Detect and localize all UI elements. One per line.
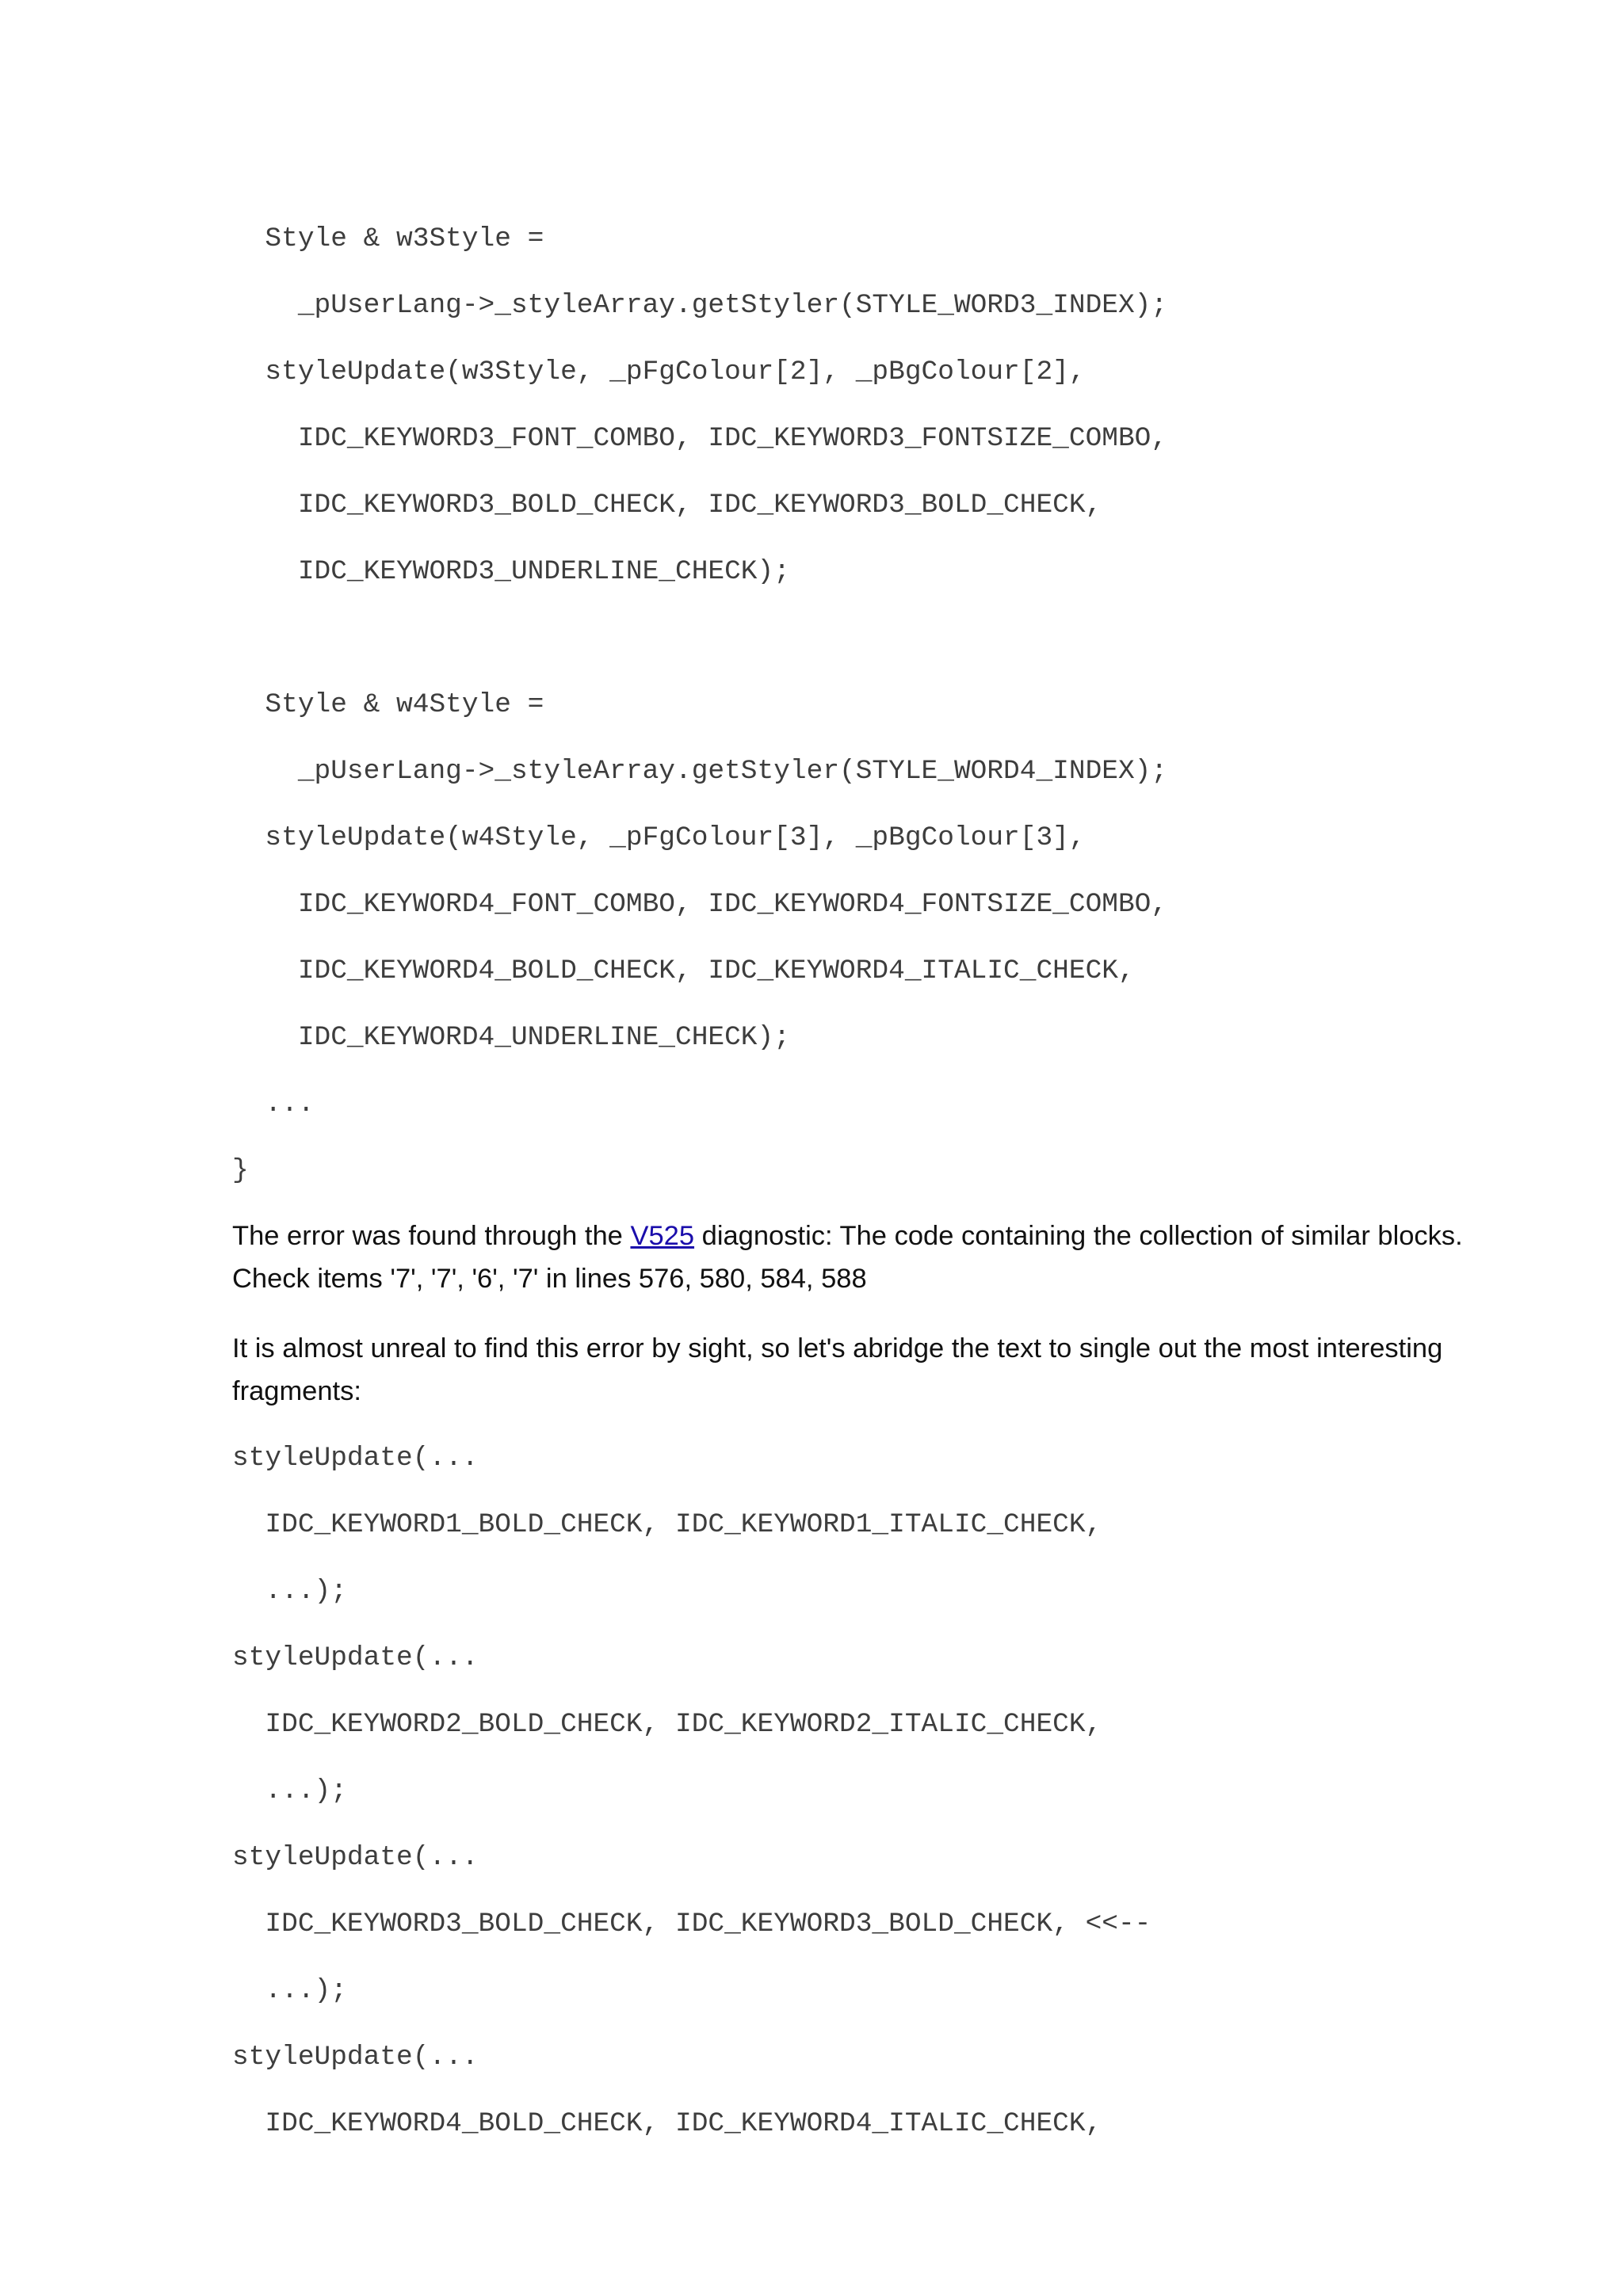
code-line: styleUpdate(... [232,1443,479,1474]
code-line: IDC_KEYWORD3_UNDERLINE_CHECK); [232,556,790,587]
paragraph-text: diagnostic: The code containing the collection of similar blocks. Check items '7', '7', '6', '7' in lines 576, 580, 584, 588 [232,1221,1463,1294]
code-line: styleUpdate(... [232,1642,479,1673]
code-line: styleUpdate(w4Style, _pFgColour[3], _pBgColour[3], [232,822,1086,853]
paragraph-text: The error was found through the [232,1221,631,1251]
code-line: styleUpdate(... [232,1842,479,1873]
code-line: IDC_KEYWORD2_BOLD_CHECK, IDC_KEYWORD2_ITALIC_CHECK, [232,1709,1102,1740]
code-line: ...); [232,1576,347,1607]
code-line: IDC_KEYWORD3_BOLD_CHECK, IDC_KEYWORD3_BOLD_CHECK, <<-- [232,1909,1151,1939]
code-line: _pUserLang->_styleArray.getStyler(STYLE_WORD3_INDEX); [232,290,1168,321]
explanation-paragraph: It is almost unreal to find this error by sight, so let's abridge the text to single out the most interesting fragments: [232,1333,1443,1406]
code-line: IDC_KEYWORD3_FONT_COMBO, IDC_KEYWORD3_FONTSIZE_COMBO, [232,423,1168,454]
code-line: IDC_KEYWORD4_UNDERLINE_CHECK); [232,1022,790,1053]
code-line: styleUpdate(... [232,2042,479,2073]
code-line: styleUpdate(w3Style, _pFgColour[2], _pBgColour[2], [232,357,1086,387]
code-line: } [232,1155,249,1186]
code-line: IDC_KEYWORD4_FONT_COMBO, IDC_KEYWORD4_FONTSIZE_COMBO, [232,889,1168,920]
code-line: IDC_KEYWORD4_BOLD_CHECK, IDC_KEYWORD4_ITALIC_CHECK, [232,955,1135,986]
code-line: ... [232,1089,315,1119]
v525-link[interactable]: V525 [630,1221,695,1251]
code-line: Style & w3Style = [232,223,544,254]
code-line: IDC_KEYWORD1_BOLD_CHECK, IDC_KEYWORD1_ITALIC_CHECK, [232,1509,1102,1540]
code-line: ...); [232,1775,347,1806]
code-line: IDC_KEYWORD3_BOLD_CHECK, IDC_KEYWORD3_BOLD_CHECK, [232,490,1102,521]
diagnostic-paragraph [232,1215,1500,1300]
code-line: ...); [232,1975,347,2006]
code-line: IDC_KEYWORD4_BOLD_CHECK, IDC_KEYWORD4_ITALIC_CHECK, [232,2108,1102,2139]
code-line: Style & w4Style = [232,689,544,720]
code-line: _pUserLang->_styleArray.getStyler(STYLE_WORD4_INDEX); [232,756,1168,787]
